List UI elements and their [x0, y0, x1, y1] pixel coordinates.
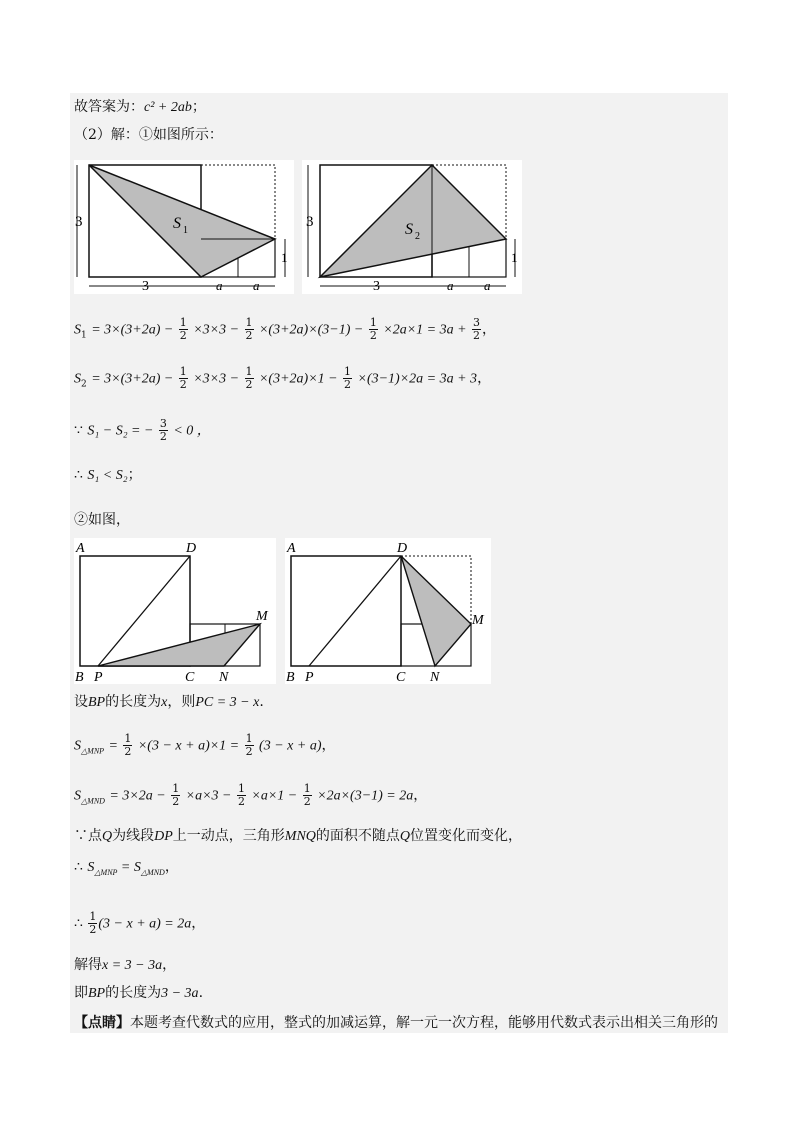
fig1-right-height: 1 [281, 250, 288, 265]
fig2-s2-label: S [405, 221, 413, 238]
therefore2-sub-b: △MND [140, 867, 165, 877]
result-mid: 的长度为 [105, 985, 162, 1001]
therefore1-expr: S₁ < S₂ [87, 468, 128, 483]
s2-symbol: S [74, 371, 81, 387]
fig1-bottom-a2: a [253, 278, 260, 293]
equation-s2 [74, 366, 491, 393]
s2-part-d: ×(3−1)×2a = 3a + 3 [357, 371, 478, 387]
fig4-label-a: A [287, 541, 296, 556]
s1-frac3: $\frac{1}{2}$ [369, 316, 377, 342]
fig3-label-n: N [219, 670, 229, 684]
s1-frac1: $\frac{1}{2}$ [179, 316, 187, 342]
fig2-left-height: 3 [306, 214, 314, 230]
s2-part-a: = 3×(3+2a) − [91, 371, 174, 387]
s2-part-b: ×3×3 − [193, 371, 240, 387]
mnp-symbol: S [74, 738, 81, 754]
therefore3-end: ， [191, 915, 206, 932]
set-bp-d: . [259, 694, 264, 710]
because2-q2: Q [399, 829, 411, 844]
fig3-label-p: P [94, 670, 103, 684]
because-line-1 [74, 418, 211, 443]
fig3-label-a: A [76, 541, 85, 556]
equation-s1 [74, 317, 496, 344]
therefore3-symbol: ∴ [74, 915, 83, 932]
therefore-line-1 [74, 466, 142, 485]
fig2-bottom-3: 3 [373, 279, 380, 294]
because1-part-a: S₁ − S₂ = − [87, 423, 154, 439]
fig2-right-height: 1 [511, 250, 518, 265]
part2-heading: （2）解：①如图所示： [74, 127, 223, 143]
set-bp-line [74, 693, 264, 712]
fig1-s1-label: S [173, 215, 181, 232]
fig4-label-b: B [286, 670, 295, 684]
fig3-label-m: M [256, 609, 268, 624]
equation-mnp [74, 733, 335, 760]
set-bp-var: BP [88, 695, 106, 710]
therefore3-frac: $\frac{1}{2}$ [89, 910, 97, 936]
comment-line [74, 1014, 718, 1032]
fig1-left-height: 3 [75, 214, 83, 230]
set-bp-pc: PC = 3 − x [195, 695, 260, 710]
s1-part-c: ×(3+2a)×(3−1) − [258, 322, 364, 338]
because2-q: Q [102, 829, 113, 844]
fig2-s2-sub: 2 [415, 231, 420, 242]
fig1-bottom-3: 3 [142, 279, 149, 294]
result-bp: BP [88, 986, 106, 1001]
mnp-end: ， [321, 737, 336, 754]
therefore-symbol: ∴ [74, 467, 83, 483]
because2-b: 为线段 [112, 828, 155, 844]
result-prefix: 即 [74, 985, 88, 1001]
mnp-part-b: ×(3 − x + a)×1 = [137, 738, 240, 754]
mnp-frac1: $\frac{1}{2}$ [124, 732, 132, 758]
mnd-symbol: S [74, 788, 81, 804]
set-bp-c: ，则 [167, 694, 196, 710]
set-bp-a: 设 [74, 694, 88, 710]
s2-frac2: $\frac{1}{2}$ [245, 365, 253, 391]
because2-e: 位置变化而变化， [410, 828, 523, 844]
mnp-frac2: $\frac{1}{2}$ [245, 732, 253, 758]
s1-frac2: $\frac{1}{2}$ [245, 316, 253, 342]
fig1-bottom-a1: a [216, 278, 223, 293]
therefore-line-3 [74, 911, 205, 936]
because2-a: 点 [88, 828, 102, 844]
answer-suffix: ； [191, 99, 206, 115]
therefore2-sub-a: △MNP [94, 867, 118, 877]
fig4-label-n: N [430, 670, 440, 684]
solve-end: ， [162, 957, 177, 973]
solve-prefix: 解得 [74, 957, 102, 973]
figure-s2 [302, 160, 522, 294]
s1-part-d: ×2a×1 = 3a + [383, 322, 467, 338]
fig3-label-c: C [185, 670, 195, 684]
because2-c: 上一动点，三角形 [172, 828, 285, 844]
because2-d: 的面积不随点 [315, 828, 400, 844]
because1-frac: $\frac{3}{2}$ [159, 417, 167, 443]
s2-end: ， [477, 370, 492, 387]
therefore2-b: = S [117, 860, 141, 875]
result-end: . [198, 985, 204, 1001]
result-expr: 3 − 3a [161, 986, 199, 1001]
therefore-line-2 [74, 858, 179, 882]
comment-tag: 【点睛】 [74, 1015, 130, 1031]
fig4-label-m: M [472, 613, 484, 628]
mnd-frac2: $\frac{1}{2}$ [237, 782, 245, 808]
s2-sub: 2 [81, 379, 87, 390]
mnp-sub: △MNP [81, 746, 105, 756]
solve-line [74, 956, 176, 975]
fig2-bottom-a1: a [447, 278, 454, 293]
s1-end: ， [482, 321, 497, 338]
because1-part-b: < 0 ， [173, 423, 211, 439]
mnd-frac1: $\frac{1}{2}$ [172, 782, 180, 808]
mnd-part-c: ×a×1 − [251, 788, 298, 804]
set-bp-x: x [161, 695, 168, 710]
figure-mnd [285, 538, 491, 684]
mnd-part-d: ×2a×(3−1) = 2a [317, 788, 414, 804]
therefore1-end: ； [127, 467, 142, 483]
fig4-label-d: D [397, 541, 408, 556]
set-bp-b: 的长度为 [105, 694, 162, 710]
because2-dp: DP [154, 829, 173, 844]
mnd-end: ， [413, 787, 428, 804]
s1-part-b: ×3×3 − [193, 322, 240, 338]
result-line [74, 984, 203, 1003]
mnd-part-a: = 3×2a − [109, 788, 166, 804]
figure-mnp [74, 538, 276, 684]
s2-frac3: $\frac{1}{2}$ [344, 365, 352, 391]
therefore2-symbol: ∴ [74, 859, 83, 875]
answer-expression: c² + 2ab [144, 100, 192, 115]
comment-text: 本题考查代数式的应用，整式的加减运算，解一元一次方程，能够用代数式表示出相关三角形的 [130, 1015, 718, 1031]
mnd-sub: △MND [81, 796, 105, 806]
answer-prefix: 故答案为： [74, 99, 144, 115]
because2-symbol: ∵ [74, 828, 88, 844]
therefore3-expr: (3 − x + a) = 2a [98, 916, 192, 932]
mnd-part-b: ×a×3 − [185, 788, 232, 804]
s1-part-a: = 3×(3+2a) − [91, 322, 174, 338]
answer-line [74, 98, 206, 117]
mnp-part-c: (3 − x + a) [259, 738, 322, 754]
s2-frac1: $\frac{1}{2}$ [179, 365, 187, 391]
figure-s1 [74, 160, 294, 294]
fig1-s1-sub: 1 [183, 225, 188, 236]
s2-part-c: ×(3+2a)×1 − [258, 371, 338, 387]
therefore2-a: S [87, 860, 95, 875]
s1-sub: 1 [81, 330, 87, 341]
because2-mnq: MNQ [284, 829, 316, 844]
therefore2-c: ， [164, 859, 179, 875]
part2-circle2: ②如图， [74, 512, 130, 528]
fig3-label-d: D [186, 541, 197, 556]
mnd-frac3: $\frac{1}{2}$ [303, 782, 311, 808]
fig2-bottom-a2: a [484, 278, 491, 293]
solve-expr: x = 3 − 3a [102, 958, 163, 973]
mnp-eq: = [108, 738, 118, 754]
because-symbol: ∵ [74, 422, 83, 439]
because-line-2 [74, 827, 522, 846]
fig4-label-c: C [396, 670, 406, 684]
fig3-label-b: B [75, 670, 84, 684]
s1-symbol: S [74, 322, 81, 338]
fig4-label-p: P [305, 670, 314, 684]
equation-mnd [74, 783, 427, 810]
s1-frac4: $\frac{3}{2}$ [473, 316, 481, 342]
